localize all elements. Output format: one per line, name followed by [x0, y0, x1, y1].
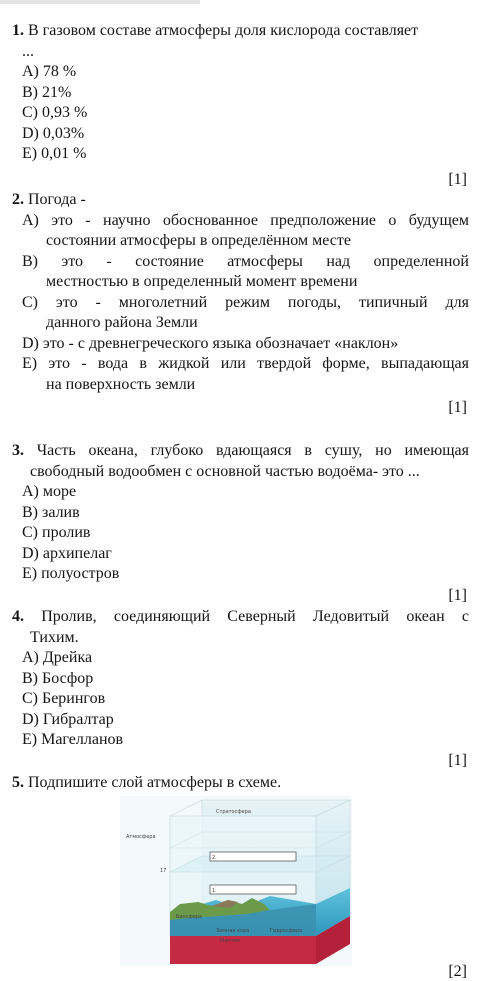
option-a: A) море	[22, 483, 77, 500]
option-c: C) пролив	[22, 524, 91, 541]
box-1-label: 1.	[212, 888, 217, 894]
option-c: C) Берингов	[22, 690, 106, 707]
option-b: B) 21%	[22, 83, 72, 101]
question-1-text	[12, 21, 469, 42]
option-c-continuation: данного района Земли	[46, 314, 198, 331]
hydrosphere-label: Гидросфера	[270, 928, 303, 934]
question-4	[12, 607, 469, 751]
option-b: B) залив	[22, 503, 80, 521]
altitude-label: 17	[160, 868, 167, 874]
question-2	[12, 190, 469, 395]
biosphere-label: Биосфера	[176, 914, 203, 920]
option-a-continuation: состоянии атмосферы в определённом месте	[46, 232, 351, 249]
option-b: B) это - состояние атмосферы над определенной	[22, 252, 469, 270]
atmosphere-layers-diagram	[120, 796, 352, 966]
top-edge-strip	[0, 0, 200, 4]
score-q3: [1]	[448, 587, 467, 604]
question-stem: Погода -	[24, 191, 86, 208]
mantle-label: Мантия	[220, 938, 240, 944]
question-stem: Часть океана, глубоко вдающаяся в сушу, но имеющая	[24, 442, 469, 459]
lithosphere-label: Земная кора	[216, 928, 250, 934]
stratosphere-label: Стратосфера	[216, 809, 251, 815]
question-5-text	[12, 773, 469, 794]
question-stem: В газовом составе атмосферы доля кислорода составляет	[24, 22, 419, 39]
option-e: E) полуостров	[22, 565, 120, 582]
score-q1: [1]	[448, 171, 467, 188]
option-a: A) Дрейка	[22, 649, 93, 666]
answer-box-2[interactable]	[210, 852, 296, 861]
question-4-continuation: Тихим.	[30, 628, 79, 646]
earth-crust-front	[170, 936, 316, 964]
question-4-text	[12, 607, 469, 628]
option-a: A) 78 %	[22, 63, 77, 80]
option-d: D) Гибралтар	[22, 710, 114, 728]
question-3-text	[12, 441, 469, 462]
option-a: A) это - научно обоснованное предположение о будущем	[22, 211, 469, 229]
option-e-continuation: на поверхность земли	[46, 375, 196, 393]
score-q4: [1]	[448, 752, 467, 769]
question-1-continuation: ...	[22, 42, 34, 60]
box-2-label: 2.	[212, 855, 217, 861]
question-stem: Подпишите слой атмосферы в схеме.	[24, 774, 282, 791]
option-c: C) 0,93 %	[22, 104, 88, 121]
answer-box-1[interactable]	[210, 885, 296, 894]
option-b-continuation: местностью в определенный момент времени	[46, 273, 358, 290]
question-1	[12, 21, 469, 165]
option-e: E) 0,01 %	[22, 145, 87, 162]
option-b: B) Босфор	[22, 669, 94, 687]
question-number: 5.	[12, 774, 24, 791]
question-number: 2.	[12, 191, 24, 208]
score-q2: [1]	[448, 399, 467, 416]
option-e: E) это - вода в жидкой или твердой форме, выпадающая	[22, 355, 469, 372]
question-number: 1.	[12, 22, 24, 39]
question-stem: Пролив, соединяющий Северный Ледовитый океан с	[24, 608, 469, 625]
question-5	[12, 773, 469, 794]
option-c: C) это - многолетний режим погоды, типичный для	[22, 293, 469, 311]
question-2-text	[12, 190, 469, 211]
question-number: 3.	[12, 442, 24, 459]
score-q5: [2]	[448, 963, 467, 980]
question-3-continuation: свободный водообмен с основной частью водоёма- это ...	[30, 462, 420, 480]
option-e: E) Магелланов	[22, 731, 124, 748]
option-d: D) архипелаг	[22, 544, 112, 562]
option-d: D) это - с древнегреческого языка обозначает «наклон»	[22, 334, 399, 352]
question-number: 4.	[12, 608, 24, 625]
question-3	[12, 441, 469, 585]
option-d: D) 0,03%	[22, 124, 85, 142]
atmosphere-label: Атмосфера	[126, 834, 156, 840]
